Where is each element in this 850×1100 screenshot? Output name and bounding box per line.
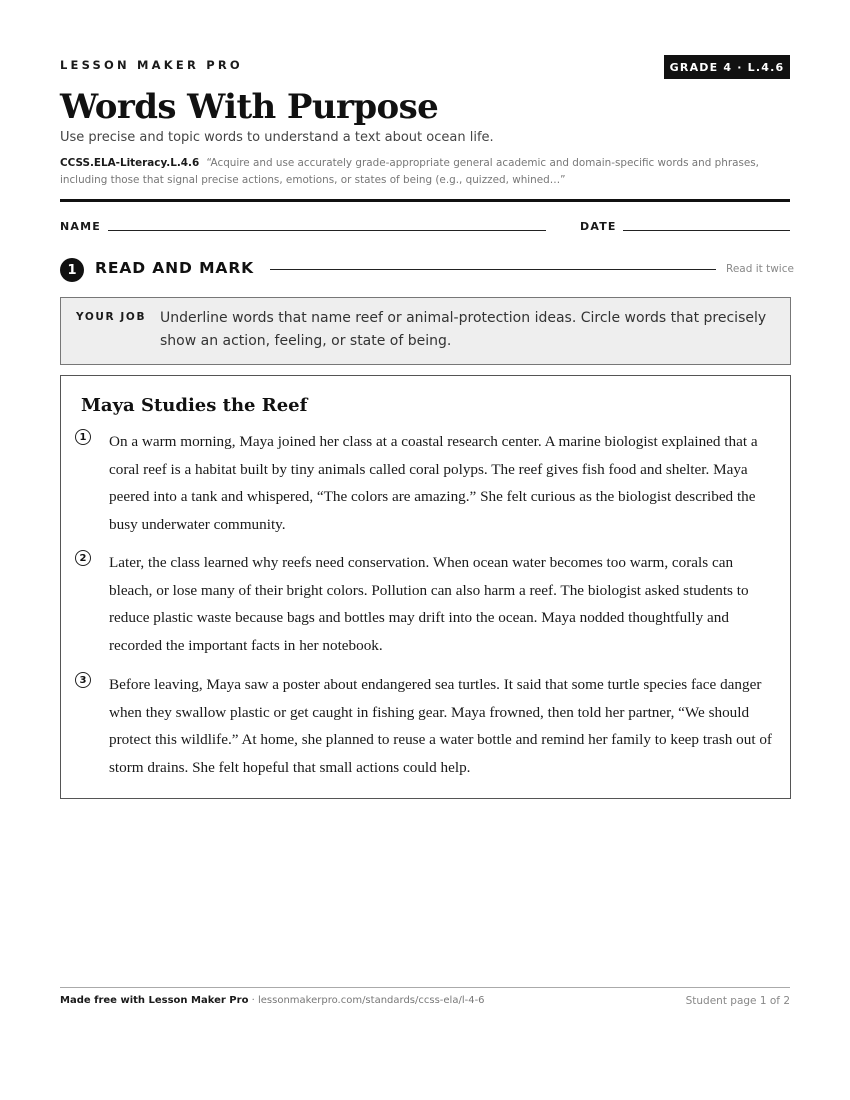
- brand-label: LESSON MAKER PRO: [60, 58, 243, 72]
- grade-badge: GRADE 4 · L.4.6: [664, 55, 790, 79]
- footer-divider: [60, 987, 790, 988]
- paragraph-text: On a warm morning, Maya joined her class at a coastal research center. A marine biologist explained that a coral reef is a habitat built by tiny animals called coral polyps. The reef gives fish food and shelter. Maya peered into a tank and whispered, “The colors are amazing.” She felt curious as the biologist described the busy underwater community.: [109, 433, 758, 534]
- paragraph-number-badge: 3: [75, 672, 91, 688]
- section-title: READ AND MARK: [95, 259, 255, 277]
- standard-note: [60, 155, 795, 188]
- paragraph: [75, 671, 775, 782]
- passage-title: Maya Studies the Reef: [81, 395, 308, 416]
- standard-text: “Acquire and use accurately grade-appropriate general academic and domain-specific words and phrases, including those that signal precise actions, emotions, or states of being (e.g., quizzed, whined…”: [60, 157, 759, 186]
- job-instructions: Underline words that name reef or animal-protection ideas. Circle words that precisely show an action, feeling, or state of being.: [160, 310, 767, 349]
- paragraph: [75, 549, 775, 660]
- paragraph: [75, 428, 775, 539]
- footer-made-with: Made free with Lesson Maker Pro: [60, 995, 249, 1006]
- footer-credit: [60, 995, 485, 1006]
- paragraph-number-badge: 1: [75, 429, 91, 445]
- reading-passage: [60, 375, 791, 799]
- paragraph-number-badge: 2: [75, 550, 91, 566]
- job-label: YOUR JOB: [76, 311, 147, 323]
- paragraph-text: Later, the class learned why reefs need conservation. When ocean water becomes too warm, corals can bleach, or lose many of their bright colors. Pollution can also harm a reef. The biologist asked students to reduce plastic waste because bags and bottles may drift into the ocean. Maya nodded thoughtfully and recorded the important facts in her notebook.: [109, 554, 749, 655]
- job-box: [60, 297, 791, 365]
- section-hint: Read it twice: [726, 263, 794, 275]
- footer-url[interactable]: · lessonmakerpro.com/standards/ccss-ela/l-4-6: [248, 995, 485, 1006]
- page-subtitle: Use precise and topic words to understand a text about ocean life.: [60, 130, 494, 145]
- footer-page-number: Student page 1 of 2: [685, 995, 790, 1007]
- section-divider: [270, 269, 716, 270]
- standard-code: CCSS.ELA-Literacy.L.4.6: [60, 157, 200, 169]
- paragraph-text: Before leaving, Maya saw a poster about endangered sea turtles. It said that some turtle species face danger when they swallow plastic or get caught in fishing gear. Maya frowned, then told her partner, “We should protect this wildlife.” At home, she planned to reuse a water bottle and remind her family to keep trash out of storm drains. She felt hopeful that small actions could help.: [109, 676, 772, 777]
- name-field[interactable]: [108, 230, 546, 231]
- page-title: Words With Purpose: [60, 87, 439, 127]
- date-label: DATE: [580, 220, 617, 233]
- date-field[interactable]: [623, 230, 790, 231]
- section-number-badge: 1: [60, 258, 84, 282]
- name-label: NAME: [60, 220, 101, 233]
- header-divider: [60, 199, 790, 202]
